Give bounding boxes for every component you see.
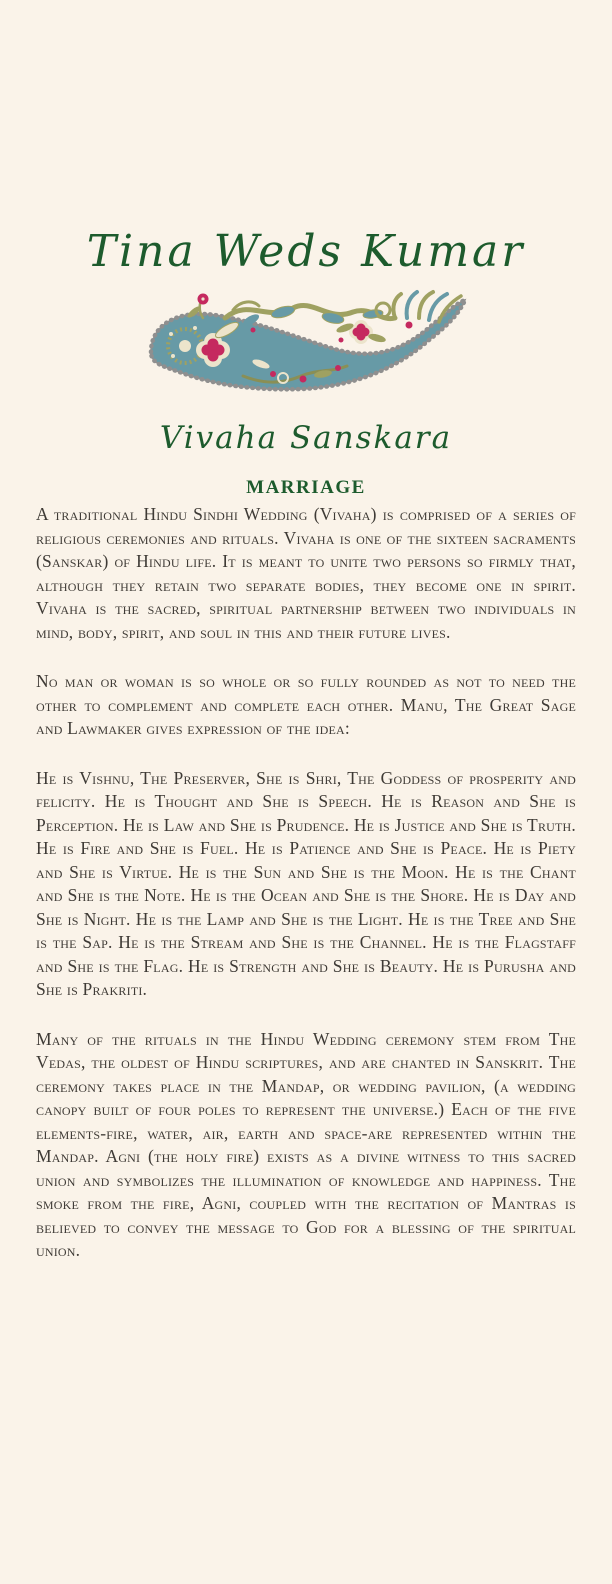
paragraph-he-is-she-is: He is Vishnu, The Preserver, She is Shri, The Goddess of prosperity and felicity. He is Thought and She is Speech. He is Reason and She is Perception. He is Law and She is Prudence. He is Justice and She is Truth. He is Fire and She is Fuel. He is Patience and She is Peace. He is Piety and She is Virtue. He is the Sun and She is the Moon. He is the Chant and She is the Note. He is the Ocean and She is the Shore. He is Day and She is Night. He is the Lamp and She is the Light. He is the Tree and She is the Sap. He is the Stream and She is the Channel. He is the Flagstaff and She is the Flag. He is Strength and She is Beauty. He is Purusha and She is Prakriti. <box>36 767 576 999</box>
page-title: Tina Weds Kumar <box>86 226 526 277</box>
body-text <box>36 503 576 1289</box>
paisley-ornament-graphic <box>133 288 478 400</box>
paragraph-intro: A traditional Hindu Sindhi Wedding (Vivaha) is comprised of a series of religious ceremonies and rituals. Vivaha is one of the sixteen sacraments (Sanskar) of Hindu life. It is meant to unite two persons so firmly that, although they retain two separate bodies, they become one in spirit. Vivaha is the sacred, spiritual partnership between two individuals in mind, body, spirit, and soul in this and their future lives. <box>36 504 576 642</box>
section-subheading: MARRIAGE <box>246 477 366 498</box>
paragraph-rituals-mandap: Many of the rituals in the Hindu Wedding ceremony stem from The Vedas, the oldest of Hindu scriptures, and are chanted in Sanskrit. The ceremony takes place in the Mandap, or wedding pavilion, (a wedding canopy built of four poles to represent the universe.) Each of the five elements-fire, water, air, earth and space-are represented within the Mandap. Agni (the holy fire) exists as a divine witness to this sacred union and symbolizes the illumination of knowledge and happiness. The smoke from the fire, Agni, coupled with the recitation of Mantras is believed to convey the message to God for a blessing of the spiritual union. <box>36 1028 576 1260</box>
section-script-heading: Vivaha Sanskara <box>159 420 453 456</box>
paisley-ornament <box>133 288 478 400</box>
paragraph-manu-quote-intro: No man or woman is so whole or so fully rounded as not to need the other to complement and complete each other. Manu, The Great Sage and Lawmaker gives expression of the idea: <box>36 671 576 738</box>
